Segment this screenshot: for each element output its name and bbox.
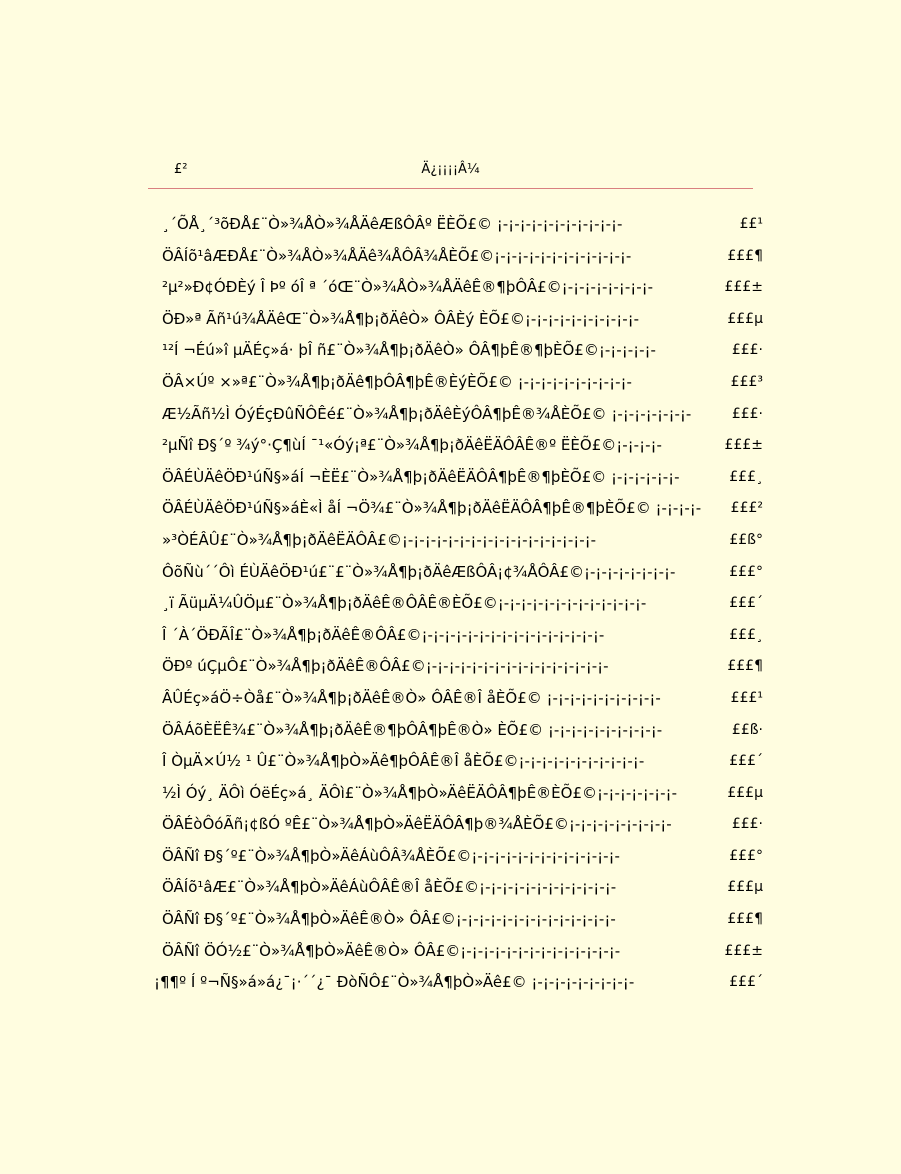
toc-entry-page: £££· [731,816,763,833]
toc-entry-page: ££¹ [739,216,763,232]
toc-entry-title: ÖÂÁõÈËÊ¾£¨Ò»¾Å¶þ¡ðÄêÊ®¶þÔÂ¶þÊ®Ò» ÈÕ£© ¡-¡-¡-¡-¡-¡-¡-¡-¡-¡- [162,720,663,739]
toc-entry[interactable] [148,654,763,686]
toc-entry-title: ²µÑî Ð§´º ¾ý°·Ç¶ùÍ ¯¹«Óý¡ª£¨Ò»¾Å¶þ¡ðÄêËÄÔÂÊ®º ËÈÕ£©¡-¡-¡-¡- [162,436,662,455]
toc-entry-title: ¸ï ÃüµÄ¼ÛÖµ£¨Ò»¾Å¶þ¡ðÄêÊ®ÔÂÊ®ÈÕ£©¡-¡-¡-¡-¡-¡-¡-¡-¡-¡-¡-¡-¡- [162,594,647,613]
toc-entry-title: Î ´À´ÖÐÃÎ£¨Ò»¾Å¶þ¡ðÄêÊ®ÔÂ£©¡-¡-¡-¡-¡-¡-¡-¡-¡-¡-¡-¡-¡-¡-¡-¡- [162,625,605,644]
toc-entry[interactable] [148,907,763,939]
toc-entry-title: ¸´ÕÅ¸´³õÐÅ£¨Ò»¾ÅÒ»¾ÅÄêÆßÔÂº ËÈÕ£© ¡-¡-¡-¡-¡-¡-¡-¡-¡-¡-¡- [162,215,623,233]
page-number: £² [174,162,188,177]
toc-entry[interactable] [148,749,763,781]
toc-entry-page: £££° [729,563,763,580]
toc-entry-title: ÖÂ×Úº ×»ª£¨Ò»¾Å¶þ¡ðÄê¶þÔÂ¶þÊ®ÈýÈÕ£© ¡-¡-¡-¡-¡-¡-¡-¡-¡-¡- [162,372,632,391]
toc-entry-page: £££· [731,342,763,359]
toc-entry-page: £££¶ [727,247,763,264]
toc-entry[interactable] [148,465,763,497]
toc-entry[interactable] [148,939,763,971]
toc-entry-page: £££¹ [730,689,763,706]
toc-entry-page: £££± [724,279,763,296]
toc-entry[interactable] [148,718,763,750]
toc-entry-page: £££· [731,405,763,422]
toc-entry[interactable] [148,560,763,592]
toc-entry-title: Î ÒµÄ×Ú½ ¹ Û£¨Ò»¾Å¶þÒ»Äê¶þÔÂÊ®Î åÈÕ£©¡-¡-¡-¡-¡-¡-¡-¡-¡-¡-¡- [162,752,645,771]
toc-entry-title: ÖÂÍõ¹âÆÐÅ£¨Ò»¾ÅÒ»¾ÅÄê¾ÅÔÂ¾ÅÈÕ£©¡-¡-¡-¡-¡-¡-¡-¡-¡-¡-¡-¡- [162,246,632,265]
toc-entry-page: £££° [729,847,763,864]
toc-entry-page: ££ß° [729,531,763,548]
toc-entry-title: ÖÐº úÇµÔ£¨Ò»¾Å¶þ¡ðÄêÊ®ÔÂ£©¡-¡-¡-¡-¡-¡-¡-¡-¡-¡-¡-¡-¡-¡-¡-¡- [162,657,609,676]
toc-entry[interactable] [148,307,763,339]
toc-entry[interactable] [148,370,763,402]
toc-entry[interactable] [148,970,763,1002]
toc-entry[interactable] [148,875,763,907]
section-title: Ä¿¡¡¡¡Â¼ [421,162,480,177]
toc-entry-page: £££´ [729,974,763,991]
table-of-contents [148,212,763,1002]
toc-entry-title: ÖÂÑî Ð§´º£¨Ò»¾Å¶þÒ»ÄêÊ®Ò» ÔÂ£©¡-¡-¡-¡-¡-¡-¡-¡-¡-¡-¡-¡-¡-¡- [162,910,616,929]
toc-entry-title: ÔõÑù´´Ôì ÉÙÄêÖÐ¹ú£¨£¨Ò»¾Å¶þ¡ðÄêÆßÔÂ¡¢¾ÅÔÂ£©¡-¡-¡-¡-¡-¡-¡-¡- [162,562,676,581]
toc-entry-title: ÖÂÍõ¹âÆ£¨Ò»¾Å¶þÒ»ÄêÁùÔÂÊ®Î åÈÕ£©¡-¡-¡-¡-¡-¡-¡-¡-¡-¡-¡-¡- [162,878,617,897]
toc-entry[interactable] [148,591,763,623]
toc-entry[interactable] [148,812,763,844]
toc-entry[interactable] [148,244,763,276]
toc-entry-title: ¹²Í ¬Éú»î µÄÉç»á· þÎ ñ£¨Ò»¾Å¶þ¡ðÄêÒ» ÔÂ¶þÊ®¶þÈÕ£©¡-¡-¡-¡-¡- [162,341,656,360]
toc-entry[interactable] [148,212,763,244]
page-header [148,162,753,189]
toc-entry-title: ÂÛÉç»áÖ÷Òå£¨Ò»¾Å¶þ¡ðÄêÊ®Ò» ÔÂÊ®Î åÈÕ£© ¡-¡-¡-¡-¡-¡-¡-¡-¡-¡- [162,688,661,707]
toc-entry-title: Æ½Ãñ½Ì ÓýÉçÐûÑÔÊé£¨Ò»¾Å¶þ¡ðÄêÈýÔÂ¶þÊ®¾ÅÈÕ£© ¡-¡-¡-¡-¡-¡-¡- [162,404,692,423]
toc-entry-page: £££¸ [729,626,763,643]
toc-entry-title: ½Ì Óý¸ ÄÔì ÓëÉç»á¸ ÄÔì£¨Ò»¾Å¶þÒ»ÄêËÄÔÂ¶þÊ®ÈÕ£©¡-¡-¡-¡-¡-¡-¡- [162,783,677,802]
toc-entry-title: ¡¶¶º Í º¬Ñ§»á»á¿¯¡·´´¿¯ ÐòÑÔ£¨Ò»¾Å¶þÒ»Äê£© ¡-¡-¡-¡-¡-¡-¡-¡-¡- [154,973,635,992]
toc-entry[interactable] [148,528,763,560]
toc-entry-page: £££µ [727,310,763,327]
toc-entry-page: ££ß· [731,721,763,738]
toc-entry-page: £££µ [727,784,763,801]
toc-entry-page: £££± [724,942,763,959]
toc-entry-page: £££µ [727,879,763,896]
toc-entry-page: £££² [730,500,763,517]
toc-entry[interactable] [148,433,763,465]
toc-entry-page: £££¸ [729,468,763,485]
toc-entry-title: ÖÂÑî Ð§´º£¨Ò»¾Å¶þÒ»ÄêÁùÔÂ¾ÅÈÕ£©¡-¡-¡-¡-¡-¡-¡-¡-¡-¡-¡-¡-¡- [162,846,620,865]
toc-entry-title: ÖÂÑî ÖÓ½£¨Ò»¾Å¶þÒ»ÄêÊ®Ò» ÔÂ£©¡-¡-¡-¡-¡-¡-¡-¡-¡-¡-¡-¡-¡-¡- [162,941,621,960]
toc-entry-title: ²µ²»Ð¢ÓÐÈý Î Þº óÎ ª ´óŒ¨Ò»¾ÅÒ»¾ÅÄêÊ®¶þÔÂ£©¡-¡-¡-¡-¡-¡-¡-¡- [162,278,654,297]
toc-entry[interactable] [148,338,763,370]
toc-entry-title: ÖÂÉÙÄêÖÐ¹úÑ§»áÈ«Ì åÍ ¬Ö¾£¨Ò»¾Å¶þ¡ðÄêËÄÔÂ¶þÊ®¶þÈÕ£© ¡-¡-¡-¡- [162,499,702,518]
toc-entry-page: £££´ [729,595,763,612]
toc-entry-page: £££¶ [727,658,763,675]
toc-entry[interactable] [148,402,763,434]
toc-entry[interactable] [148,844,763,876]
toc-entry-page: £££´ [729,753,763,770]
toc-entry-page: £££³ [730,373,763,390]
toc-entry-page: £££± [724,437,763,454]
toc-entry[interactable] [148,623,763,655]
toc-entry[interactable] [148,496,763,528]
toc-entry[interactable] [148,686,763,718]
toc-entry-title: ÖÂÉÙÄêÖÐ¹úÑ§»áÍ ¬ÈË£¨Ò»¾Å¶þ¡ðÄêËÄÔÂ¶þÊ®¶þÈÕ£© ¡-¡-¡-¡-¡-¡- [162,467,680,486]
toc-entry-title: ÖÂÉòÔóÃñ¡¢ßÓ ºÊ£¨Ò»¾Å¶þÒ»ÄêËÄÔÂ¶þ®¾ÅÈÕ£©¡-¡-¡-¡-¡-¡-¡-¡-¡- [162,815,672,834]
toc-entry[interactable] [148,781,763,813]
toc-entry-title: ÖÐ»ª Ãñ¹ú¾ÅÄêŒ¨Ò»¾Å¶þ¡ðÄêÒ» ÔÂÈý ÈÕ£©¡-¡-¡-¡-¡-¡-¡-¡-¡-¡- [162,309,640,328]
toc-entry-page: £££¶ [727,911,763,928]
toc-entry-title: »³ÒÉÂÛ£¨Ò»¾Å¶þ¡ðÄêËÄÔÂ£©¡-¡-¡-¡-¡-¡-¡-¡-¡-¡-¡-¡-¡-¡-¡-¡-¡- [162,530,597,549]
toc-entry[interactable] [148,275,763,307]
